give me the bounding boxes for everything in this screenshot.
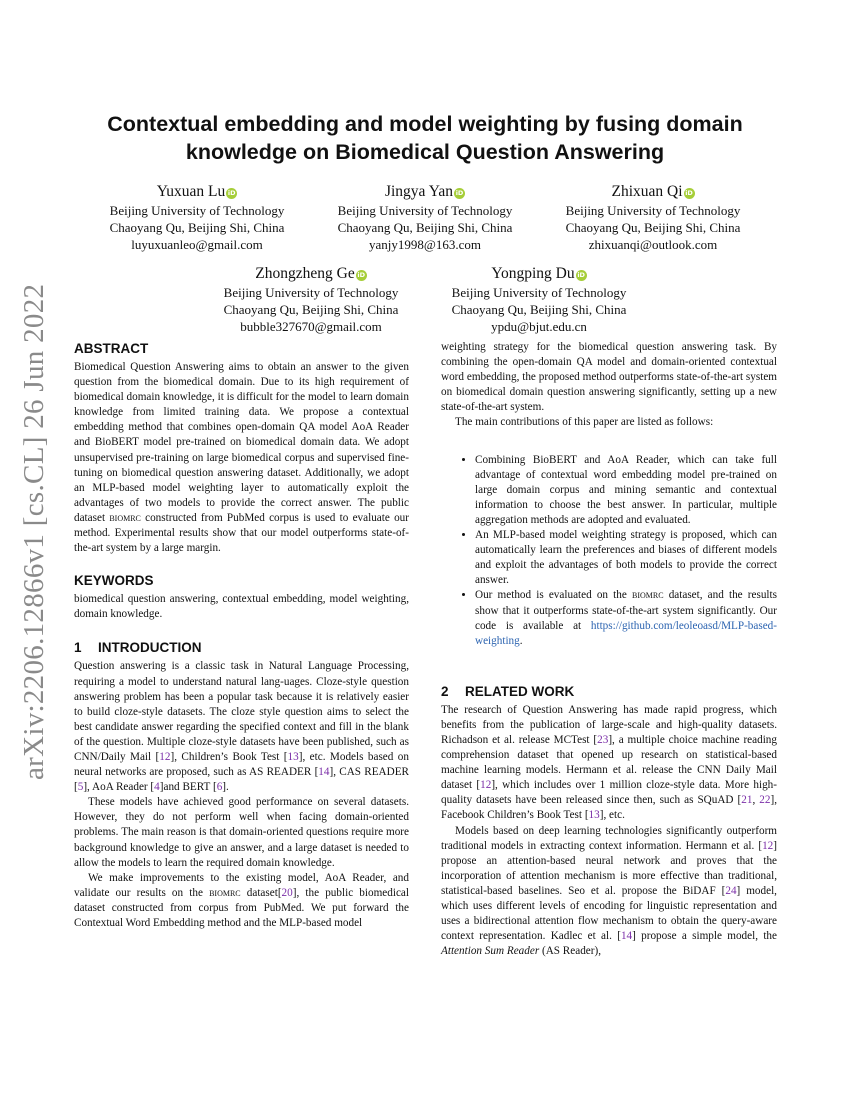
author-email[interactable]: bubble327670@gmail.com xyxy=(240,319,382,334)
list-item: • An MLP-based model weighting strategy is proposed, which can automatically learn the preferences and biases of different models and exploit the advantages of both models to provide the correct answer. xyxy=(475,528,777,588)
author-address: Chaoyang Qu, Beijing Shi, China xyxy=(565,220,741,235)
citation-link[interactable]: 5 xyxy=(77,781,84,794)
author-email[interactable]: ypdu@bjut.edu.cn xyxy=(491,319,587,334)
intro-paragraph: We make improvements to the existing model, AoA Reader, and validate our results on the biomrc dataset[20], the public biomedical dataset constructed from corpus from PubMed. We put forward the Contextual Word Embedding method and the MLP-based model xyxy=(74,871,409,929)
orcid-icon[interactable]: iD xyxy=(455,189,464,197)
citation-link[interactable]: 12 xyxy=(159,750,171,763)
citation-link[interactable]: 24 xyxy=(725,884,737,897)
author-name: Zhixuan Qi xyxy=(611,183,683,200)
author-name: Jingya Yan xyxy=(384,183,454,200)
author-name: Zhongzheng Ge xyxy=(255,265,355,282)
citation-link[interactable]: 14 xyxy=(318,766,330,779)
citation-link[interactable]: 20 xyxy=(281,886,293,899)
citation-link[interactable]: 22 xyxy=(759,794,771,807)
author-block xyxy=(82,182,312,253)
section-heading-related-work: 2 RELATED WORK xyxy=(441,683,575,699)
author-affiliation: Beijing University of Technology xyxy=(223,285,399,300)
author-address: Chaoyang Qu, Beijing Shi, China xyxy=(109,220,285,235)
biomrc-term: biomrc xyxy=(109,511,141,524)
author-email[interactable]: yanjy1998@163.com xyxy=(369,237,481,252)
list-item: • Combining BioBERT and AoA Reader, which can take full advantage of contextual word embedding model pre-trained on large domain corpus and mining semantic and contextual information to choose the best answer. In particular, multiple aggregation methods are adopted and evaluated. xyxy=(475,453,777,528)
citation-link[interactable]: 23 xyxy=(597,733,609,746)
paper-title: Contextual embedding and model weighting by fusing domain knowledge on Biomedical Question Answering xyxy=(107,112,743,164)
arxiv-identifier: arXiv:2206.12866v1 [cs.CL] 26 Jun 2022 xyxy=(18,283,50,780)
intro-paragraph: These models have achieved good performance on several datasets. However, they do not perform well when facing domain-oriented problems. The main reason is that domain-oriented questions require more background knowledge to give an answer, and a large dataset is needed to allow the models to learn the required domain knowledge. xyxy=(74,796,409,869)
biomrc-term: biomrc xyxy=(209,886,241,899)
author-affiliation: Beijing University of Technology xyxy=(337,203,513,218)
citation-link[interactable]: 12 xyxy=(762,839,774,852)
author-address: Chaoyang Qu, Beijing Shi, China xyxy=(451,302,627,317)
author-name: Yongping Du xyxy=(491,265,575,282)
author-name: Yuxuan Lu xyxy=(156,183,226,200)
right-column xyxy=(441,340,777,959)
related-paragraph: Models based on deep learning technologies significantly outperform traditional models in extracting context information. Hermann et al. [12] propose an attention-based neural network and proves that the incorporation of attention mechanism is more effective than traditional, statistical-based baselines. Seo et al. propose the BiDAF [24] model, which uses different levels of encoding for linguistic representation and uses a bidirectional attention flow mechanism to obtain the query-aware context representation. Kadlec et al. [14] propose a simple model, the Attention Sum Reader (AS Reader), xyxy=(441,824,777,958)
citation-link[interactable]: 12 xyxy=(480,779,492,792)
list-item: • Our method is evaluated on the biomrc dataset, and the results show that it outperforms state-of-the-art system significantly. Our code is available at https://github.com/leoleoasd/MLP-based-weighting. xyxy=(475,588,777,648)
section-heading-introduction: 1 INTRODUCTION xyxy=(74,640,202,656)
author-block xyxy=(538,182,768,253)
biomrc-term: biomrc xyxy=(631,589,664,602)
author-email[interactable]: luyuxuanleo@gmail.com xyxy=(131,237,263,252)
left-column xyxy=(74,340,409,931)
intro-paragraph: Question answering is a classic task in Natural Language Processing, requiring a model to understand natural lang-uages. Cloze-style question answering problem has been a popular task because it is relatively easier to build cloze-style datasets. The cloze style question aims to select the best candidate answer regarding the specified context and fill in the blank of the question. Multiple cloze-style datasets have been published, such as CNN/Daily Mail [12], Children’s Book Test [13], etc. Models based on neural networks are proposed, such as AS READER [14], CAS READER [5], AoA Reader [4]and BERT [6]. xyxy=(74,660,409,794)
orcid-icon[interactable]: iD xyxy=(227,189,236,197)
author-affiliation: Beijing University of Technology xyxy=(565,203,741,218)
intro-paragraph-continued: weighting strategy for the biomedical question answering task. By combining the open-domain QA model and domain-oriented contextual word embedding, the proposed method outperforms state-of-the-art system on biomedical domain question answering significantly, setting up a new state-of-the-art system. xyxy=(441,341,777,414)
keywords-text: biomedical question answering, contextual embedding, model weighting, domain knowledge. xyxy=(74,593,409,621)
abstract-text: Biomedical Question Answering aims to obtain an answer to the given question from the biomedical domain. Due to its high requirement of biomedical domain knowledge, it is difficult for the model to learn domain knowledge from limited training data. We propose a contextual embedding method that combines open-domain QA model AoA Reader and BioBERT model pre-trained on biomedical domain data. We adopt unsupervised pre-training on large biomedical corpus and supervised fine-tuning on biomedical question answering dataset. Additionally, we adopt an MLP-based model weighting layer to automatically exploit the advantages of two models to provide the correct answer. The public dataset biomrc constructed from PubMed corpus is used to evaluate our method. Experimental results show that our model outperforms state-of-the-art system by a large margin. xyxy=(74,361,409,555)
orcid-icon[interactable]: iD xyxy=(685,189,693,197)
author-email[interactable]: zhixuanqi@outlook.com xyxy=(588,237,718,252)
author-block xyxy=(424,264,654,335)
author-address: Chaoyang Qu, Beijing Shi, China xyxy=(337,220,513,235)
citation-link[interactable]: 21 xyxy=(741,794,753,807)
author-address: Chaoyang Qu, Beijing Shi, China xyxy=(223,302,399,317)
orcid-icon[interactable]: iD xyxy=(357,271,366,279)
contributions-list xyxy=(441,453,777,649)
citation-link[interactable]: 6 xyxy=(216,781,223,794)
citation-link[interactable]: 13 xyxy=(287,750,299,763)
author-block xyxy=(196,264,426,335)
code-repository-link[interactable]: https://github.com/leoleoasd/MLP-based-weighting xyxy=(475,619,777,647)
related-paragraph: The research of Question Answering has made rapid progress, which benefits from the publication of large-scale and high-quality datasets. Richadson et al. release MCTest [23], a multiple choice machine reading comprehension dataset that opened up research on statistical-based machine learning models. Hermann et al. release the CNN Daily Mail dataset [12], which includes over 1 million cloze-style data. More high-quality datasets have been released since then, such as SQuAD [21, 22], Facebook Children’s Book Test [13], etc. xyxy=(441,703,777,822)
orcid-icon[interactable]: iD xyxy=(577,271,585,279)
citation-link[interactable]: 14 xyxy=(620,930,633,943)
author-block xyxy=(310,182,540,253)
author-affiliation: Beijing University of Technology xyxy=(109,203,285,218)
keywords-heading: KEYWORDS xyxy=(74,573,154,589)
author-affiliation: Beijing University of Technology xyxy=(451,285,627,300)
citation-link[interactable]: 13 xyxy=(588,809,600,822)
citation-link[interactable]: 4 xyxy=(154,781,160,794)
abstract-heading: ABSTRACT xyxy=(74,341,149,356)
model-name-italic: Attention Sum Reader xyxy=(441,945,540,958)
intro-paragraph: The main contributions of this paper are listed as follows: xyxy=(455,416,714,429)
